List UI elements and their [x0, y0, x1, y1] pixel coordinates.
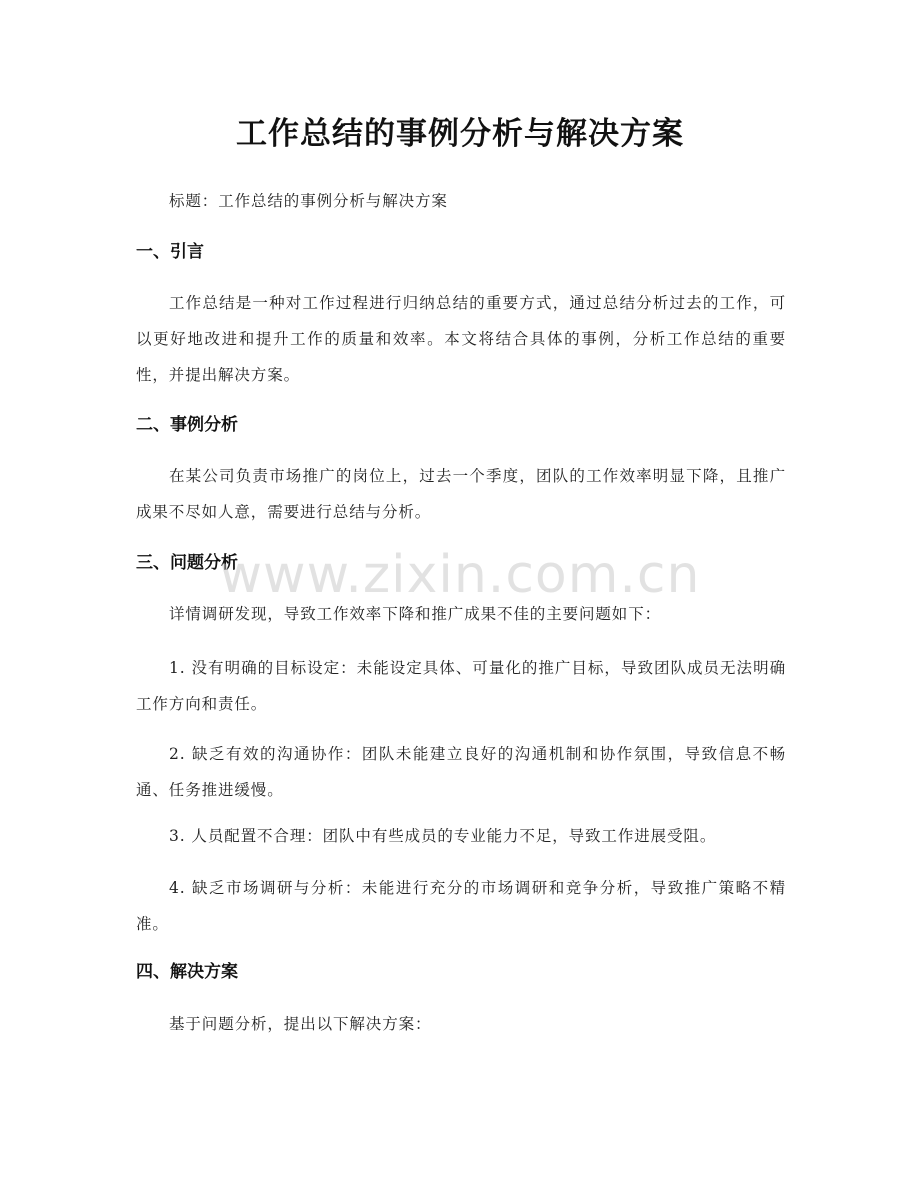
problem-item-2: 2. 缺乏有效的沟通协作：团队未能建立良好的沟通机制和协作氛围，导致信息不畅通、任务推进缓慢。 [136, 745, 786, 799]
problems-intro: 详情调研发现，导致工作效率下降和推广成果不佳的主要问题如下： [169, 605, 662, 623]
problem-item-3: 3. 人员配置不合理：团队中有些成员的专业能力不足，导致工作进展受阻。 [169, 827, 717, 845]
section-heading-intro: 一、引言 [136, 242, 204, 262]
solutions-intro: 基于问题分析，提出以下解决方案： [169, 1015, 432, 1033]
intro-paragraph: 工作总结是一种对工作过程进行归纳总结的重要方式，通过总结分析过去的工作，可以更好地改进和提升工作的质量和效率。本文将结合具体的事例，分析工作总结的重要性，并提出解决方案。 [136, 294, 786, 384]
section-heading-solutions: 四、解决方案 [136, 962, 238, 982]
document-title: 工作总结的事例分析与解决方案 [236, 116, 684, 152]
watermark: www.zixin.com.cn [219, 545, 701, 605]
problem-item-4: 4. 缺乏市场调研与分析：未能进行充分的市场调研和竞争分析，导致推广策略不精准。 [136, 879, 786, 933]
section-heading-problems: 三、问题分析 [136, 553, 238, 573]
section-heading-case: 二、事例分析 [136, 415, 238, 435]
case-paragraph: 在某公司负责市场推广的岗位上，过去一个季度，团队的工作效率明显下降，且推广成果不尽如人意，需要进行总结与分析。 [136, 467, 786, 521]
subtitle-line: 标题：工作总结的事例分析与解决方案 [169, 192, 448, 210]
problem-item-1: 1. 没有明确的目标设定：未能设定具体、可量化的推广目标，导致团队成员无法明确工作方向和责任。 [136, 659, 786, 713]
